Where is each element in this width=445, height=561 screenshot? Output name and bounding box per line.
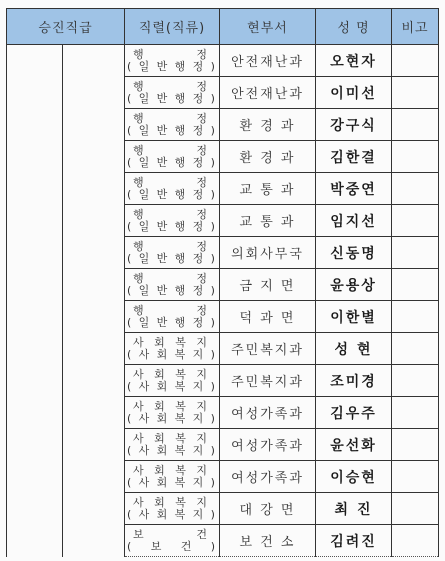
category-bottom: ( 일 반 행 정 )	[127, 91, 215, 105]
document-page	[6, 8, 438, 554]
category-cell	[125, 333, 220, 365]
category-bottom: ( 일 반 행 정 )	[127, 155, 215, 169]
department-cell: 여성가족과	[220, 397, 316, 429]
department-cell: 교 통 과	[220, 173, 316, 205]
category-top: 사 회 복 지	[133, 367, 207, 381]
category-cell	[125, 429, 220, 461]
category-bottom: ( 일 반 행 정 )	[127, 315, 215, 329]
name-cell: 조미경	[316, 365, 392, 397]
department-cell: 주민복지과	[220, 333, 316, 365]
note-cell	[392, 141, 439, 173]
header-department: 현부서	[220, 9, 316, 45]
department-cell: 환 경 과	[220, 109, 316, 141]
category-cell	[125, 77, 220, 109]
category-bottom: ( 사 회 복 지 )	[127, 475, 215, 489]
category-top: 행 정	[133, 47, 208, 61]
category-top: 사 회 복 지	[133, 495, 207, 509]
header-name: 성 명	[316, 9, 392, 45]
name-cell: 최 진	[316, 493, 392, 525]
category-top: 행 정	[133, 239, 208, 253]
name-cell: 박중연	[316, 173, 392, 205]
note-cell	[392, 333, 439, 365]
department-cell: 여성가족과	[220, 461, 316, 493]
grade-cell	[7, 45, 63, 557]
grade-sub-cell	[63, 45, 125, 557]
note-cell	[392, 45, 439, 77]
name-cell: 임지선	[316, 205, 392, 237]
category-bottom: ( 사 회 복 지 )	[127, 379, 215, 393]
note-cell	[392, 301, 439, 333]
note-cell	[392, 237, 439, 269]
category-cell	[125, 525, 220, 557]
category-top: 행 정	[133, 207, 208, 221]
category-top: 사 회 복 지	[133, 399, 207, 413]
department-cell: 대 강 면	[220, 493, 316, 525]
category-cell	[125, 45, 220, 77]
category-top: 행 정	[133, 271, 208, 285]
table-header-row	[7, 9, 439, 45]
department-cell: 안전재난과	[220, 45, 316, 77]
category-bottom: ( 일 반 행 정 )	[127, 59, 215, 73]
department-cell: 금 지 면	[220, 269, 316, 301]
department-cell: 보 건 소	[220, 525, 316, 557]
note-cell	[392, 77, 439, 109]
category-top: 행 정	[133, 175, 208, 189]
note-cell	[392, 461, 439, 493]
header-grade: 승진직급	[7, 9, 125, 45]
category-bottom: ( 사 회 복 지 )	[127, 411, 215, 425]
department-cell: 주민복지과	[220, 365, 316, 397]
note-cell	[392, 429, 439, 461]
category-top: 행 정	[133, 79, 208, 93]
category-top: 사 회 복 지	[133, 463, 207, 477]
promotion-table	[6, 8, 439, 557]
category-cell	[125, 269, 220, 301]
header-category: 직렬(직류)	[125, 9, 220, 45]
category-top: 행 정	[133, 303, 208, 317]
name-cell: 김려진	[316, 525, 392, 557]
category-top: 행 정	[133, 143, 208, 157]
category-bottom: ( 사 회 복 지 )	[127, 507, 215, 521]
category-cell	[125, 461, 220, 493]
name-cell: 이미선	[316, 77, 392, 109]
category-cell	[125, 397, 220, 429]
category-cell	[125, 141, 220, 173]
category-top: 사 회 복 지	[133, 431, 207, 445]
department-cell: 안전재난과	[220, 77, 316, 109]
category-top: 보 건	[133, 527, 208, 541]
note-cell	[392, 205, 439, 237]
category-cell	[125, 109, 220, 141]
category-top: 사 회 복 지	[133, 335, 207, 349]
name-cell: 이한별	[316, 301, 392, 333]
note-cell	[392, 173, 439, 205]
category-top: 행 정	[133, 111, 208, 125]
category-bottom: ( 일 반 행 정 )	[127, 251, 215, 265]
note-cell	[392, 365, 439, 397]
name-cell: 김우주	[316, 397, 392, 429]
name-cell: 성 현	[316, 333, 392, 365]
note-cell	[392, 109, 439, 141]
category-cell	[125, 301, 220, 333]
name-cell: 김한결	[316, 141, 392, 173]
note-cell	[392, 397, 439, 429]
department-cell: 덕 과 면	[220, 301, 316, 333]
name-cell: 윤선화	[316, 429, 392, 461]
category-cell	[125, 237, 220, 269]
name-cell: 신동명	[316, 237, 392, 269]
category-bottom: ( 일 반 행 정 )	[127, 187, 215, 201]
department-cell: 교 통 과	[220, 205, 316, 237]
category-cell	[125, 493, 220, 525]
category-bottom: ( 일 반 행 정 )	[127, 123, 215, 137]
note-cell	[392, 493, 439, 525]
department-cell: 환 경 과	[220, 141, 316, 173]
name-cell: 윤용상	[316, 269, 392, 301]
table-row	[7, 45, 439, 77]
note-cell	[392, 525, 439, 557]
department-cell: 여성가족과	[220, 429, 316, 461]
header-note: 비고	[392, 9, 439, 45]
category-bottom: ( 보 건 )	[127, 539, 216, 553]
department-cell: 의회사무국	[220, 237, 316, 269]
category-cell	[125, 173, 220, 205]
category-bottom: ( 일 반 행 정 )	[127, 283, 215, 297]
category-bottom: ( 일 반 행 정 )	[127, 219, 215, 233]
name-cell: 오현자	[316, 45, 392, 77]
category-cell	[125, 365, 220, 397]
note-cell	[392, 269, 439, 301]
category-bottom: ( 사 회 복 지 )	[127, 443, 215, 457]
category-bottom: ( 사 회 복 지 )	[127, 347, 215, 361]
category-cell	[125, 205, 220, 237]
name-cell: 이승현	[316, 461, 392, 493]
name-cell: 강구식	[316, 109, 392, 141]
